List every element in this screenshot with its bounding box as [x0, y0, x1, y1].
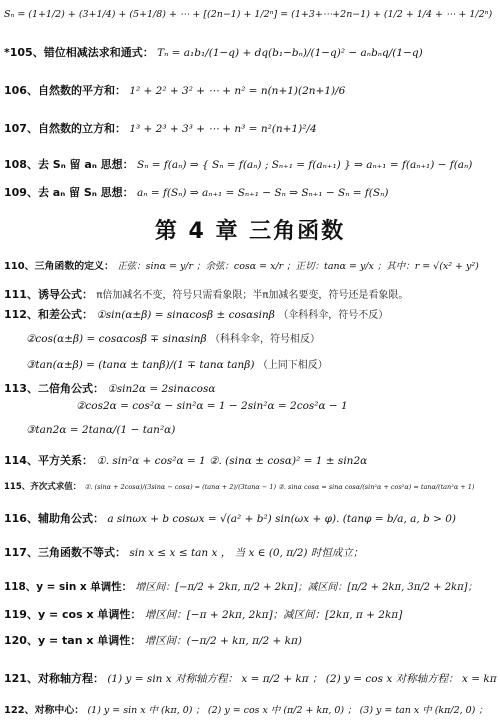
line-120 — [4, 632, 496, 648]
line-109 — [4, 184, 496, 200]
item-number: 110、 — [4, 261, 35, 272]
formula: (1) y = sin x 中 (kπ, 0) ； (2) y = cos x 中 (π/2 + kπ, 0) ； (3) y = tan x 中 (kπ/2, 0) ； — [87, 705, 488, 716]
line-112 — [4, 306, 496, 322]
formula: 增区间：(−π/2 + kπ, π/2 + kπ) — [144, 635, 303, 647]
formula: 增区间：[−π + 2kπ, 2kπ]；减区间：[2kπ, π + 2kπ] — [144, 609, 403, 621]
item-number: 114、 — [4, 454, 38, 467]
item-number: 112、 — [4, 308, 38, 321]
item-title: 自然数的平方和： — [37, 84, 126, 97]
line-113-cos — [76, 400, 496, 412]
line-108 — [4, 156, 496, 172]
formula: Tₙ = a₁b₁/(1−q) + dq(b₁−bₙ)/(1−q)² − aₙbₙq/(1−q) — [157, 47, 423, 59]
item-number: 121、 — [4, 672, 38, 685]
item-title: 去 Sₙ 留 aₙ 思想： — [37, 158, 134, 171]
formula: ①sin2α = 2sinαcosα — [107, 383, 216, 395]
line-122 — [4, 702, 496, 716]
item-title: 错位相减法求和通式： — [43, 46, 154, 59]
line-sum-split — [4, 8, 496, 20]
formula: Sₙ = f(aₙ) ⇒ { Sₙ = f(aₙ) ; Sₙ₊₁ = f(aₙ₊₁) } ⇒ aₙ₊₁ = f(aₙ₊₁) − f(aₙ) — [137, 159, 473, 171]
formula: 1² + 2² + 3² + ⋯ + n² = n(n+1)(2n+1)/6 — [129, 85, 346, 97]
line-117 — [4, 544, 496, 560]
line-116 — [4, 510, 496, 526]
line-114 — [4, 452, 496, 468]
line-119 — [4, 606, 496, 622]
item-title: y = sin x 单调性： — [36, 581, 133, 593]
line-121 — [4, 670, 496, 686]
item-title: 三角函数的定义： — [34, 261, 114, 272]
item-number: 119、 — [4, 608, 38, 621]
item-number: 118、 — [4, 581, 37, 593]
item-title: 二倍角公式： — [37, 382, 104, 395]
formula: sin x ≤ x ≤ tan x ， 当 x ∈ (0, π/2) 时恒成立； — [129, 547, 364, 559]
note: （上同下相反） — [257, 360, 328, 371]
formula: 正弦：sinα = y/r ；余弦：cosα = x/r ；正切：tanα = y/x ；其中：r = √(x² + y²) — [117, 261, 479, 272]
item-title: 对称中心： — [34, 705, 85, 716]
item-number: 116、 — [4, 512, 38, 525]
line-112-tan — [26, 356, 496, 371]
line-107 — [4, 120, 496, 136]
item-title: 去 aₙ 留 Sₙ 思想： — [37, 186, 134, 199]
item-title: 齐次式求值： — [30, 482, 82, 492]
formula: (1) y = sin x 对称轴方程： x = π/2 + kπ ； (2) y = cos x 对称轴方程： x = kπ — [107, 673, 497, 685]
item-number: 107、 — [4, 122, 38, 135]
item-title: 对称轴方程： — [37, 672, 104, 685]
item-number: 117、 — [4, 546, 38, 559]
item-title: y = tan x 单调性： — [37, 634, 142, 647]
item-number: 109、 — [4, 186, 38, 199]
item-title: 平方关系： — [37, 454, 93, 467]
note: （科科伞伞，符号相反） — [209, 334, 320, 345]
item-number: 111、 — [4, 288, 38, 301]
line-115 — [4, 480, 496, 492]
formula: Sₙ = (1+1/2) + (3+1/4) + (5+1/8) + ⋯ + [(2n−1) + 1/2ⁿ] = (1+3+⋯+2n−1) + (1/2 + 1/4 + ⋯ + 1/2ⁿ) — [4, 9, 493, 20]
formula: ①sin(α±β) = sinαcosβ ± cosαsinβ — [96, 309, 275, 321]
item-number: 122、 — [4, 705, 35, 716]
formula: ①. (sinα + 2cosα)/(3sinα − cosα) = (tanα + 2)/(3tanα − 1) ②. sinα cosα = sinα cosα/(sin²α + cos²α) = tanα/(tan²α + 1) — [84, 483, 475, 491]
line-112-cos — [26, 330, 496, 345]
item-title: y = cos x 单调性： — [37, 608, 142, 621]
formula: ②cos2α = cos²α − sin²α = 1 − 2sin²α = 2cos²α − 1 — [76, 400, 348, 412]
chapter-title: 第 4 章 三角函数 — [154, 219, 346, 244]
formula: 增区间：[−π/2 + 2kπ, π/2 + 2kπ]；减区间：[π/2 + 2kπ, 3π/2 + 2kπ]； — [135, 582, 478, 593]
item-number: 108、 — [4, 158, 38, 171]
line-113-tan — [26, 424, 496, 436]
line-118 — [4, 578, 496, 593]
formula: ③tan(α±β) = (tanα ± tanβ)/(1 ∓ tanα tanβ) — [26, 359, 255, 371]
item-title: 诱导公式： — [37, 288, 93, 301]
item-number: 120、 — [4, 634, 38, 647]
note: π倍加减名不变，符号只需看象限；半π加减名要变，符号还是看象限。 — [96, 290, 409, 301]
formula: aₙ = f(Sₙ) ⇒ aₙ₊₁ = Sₙ₊₁ − Sₙ ⇒ Sₙ₊₁ − Sₙ = f(Sₙ) — [137, 187, 389, 199]
item-number: 106、 — [4, 84, 38, 97]
item-number: *105、 — [4, 46, 44, 59]
formula: ②cos(α±β) = cosαcosβ ∓ sinαsinβ — [26, 333, 207, 345]
formula: ③tan2α = 2tanα/(1 − tan²α) — [26, 424, 176, 436]
line-111 — [4, 286, 496, 302]
line-106 — [4, 82, 496, 98]
item-title: 和差公式： — [37, 308, 93, 321]
note: （伞科科伞，符号不反） — [278, 310, 389, 321]
item-title: 辅助角公式： — [37, 512, 104, 525]
formula: a sinωx + b cosωx = √(a² + b²) sin(ωx + φ). (tanφ = b/a, a, b > 0) — [107, 513, 457, 525]
item-number: 115、 — [4, 482, 31, 492]
item-title: 三角函数不等式： — [37, 546, 126, 559]
item-title: 自然数的立方和： — [37, 122, 126, 135]
line-110 — [4, 258, 496, 272]
formula: 1³ + 2³ + 3³ + ⋯ + n³ = n²(n+1)²/4 — [129, 123, 317, 135]
item-number: 113、 — [4, 382, 38, 395]
formula: ①. sin²α + cos²α = 1 ②. (sinα ± cosα)² = 1 ± sin2α — [96, 455, 368, 467]
line-105 — [4, 44, 496, 60]
line-113 — [4, 380, 496, 396]
